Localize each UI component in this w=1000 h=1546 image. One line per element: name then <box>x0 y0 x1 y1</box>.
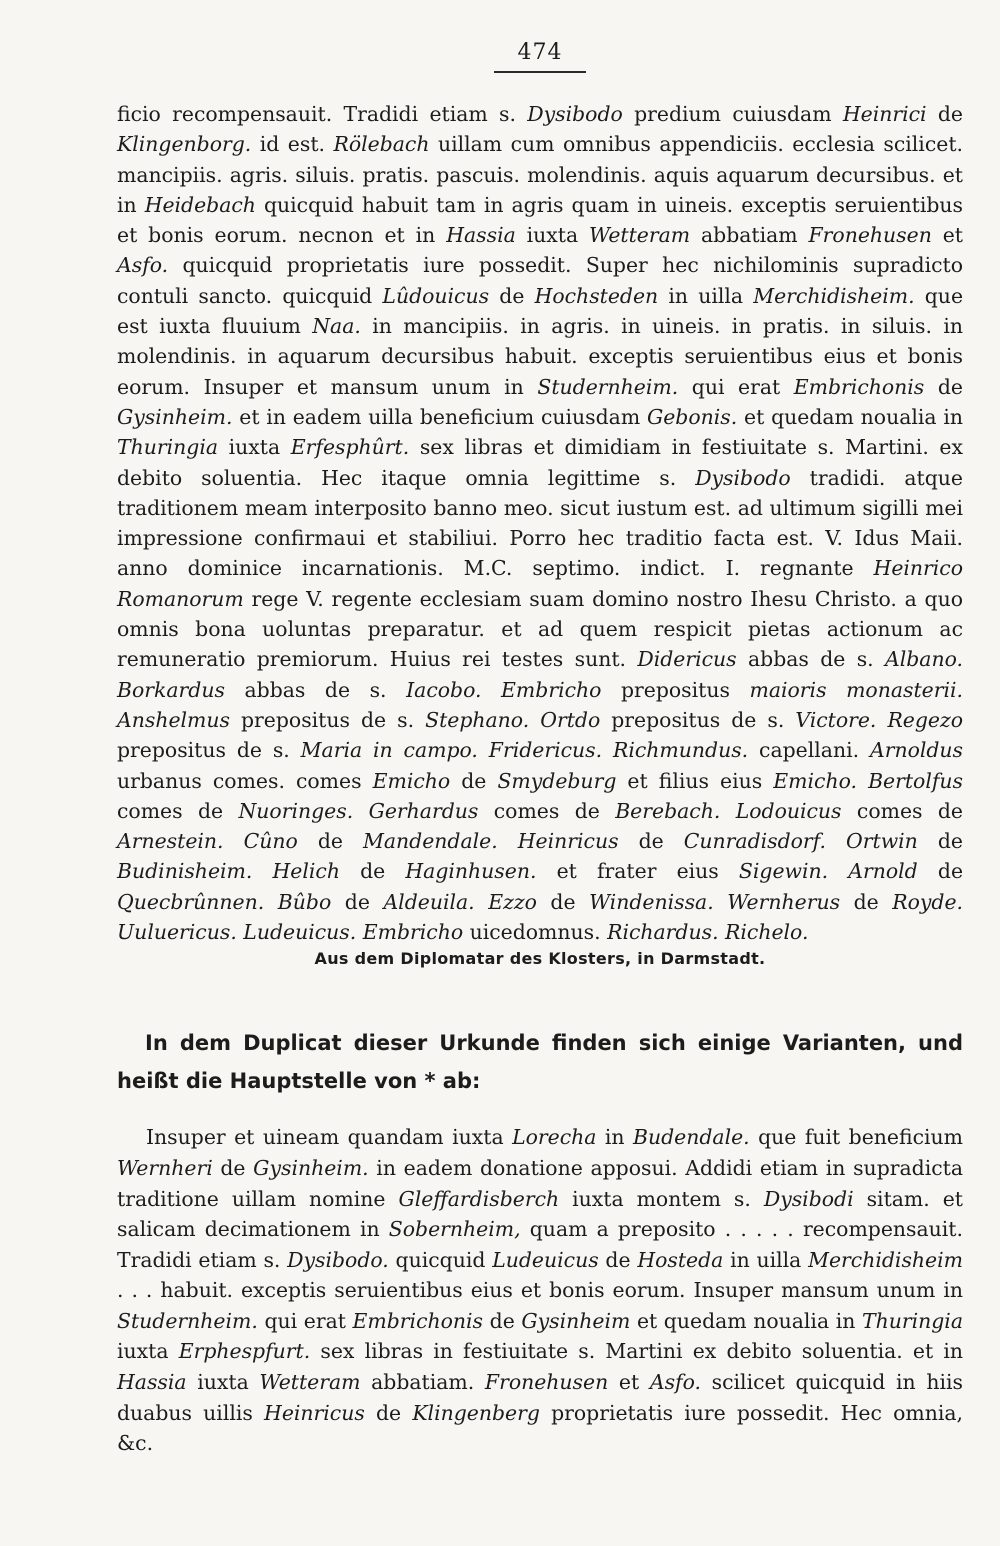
text-run: tradidi. atque traditionem meam interposito banno meo. sicut iustum est. ad ultimum sigilli mei impressione confirmaui et stabiliui. Porro hec traditio facta est. V. Idus Maii. anno dominice incarnationis. M.C. septimo. indict. I. regnante <box>117 465 963 581</box>
text-run: de <box>364 1400 413 1425</box>
text-run: qui erat <box>678 374 794 399</box>
text-run: de <box>483 1308 522 1333</box>
italic-name: Haginhusen. <box>405 859 537 884</box>
italic-name: Gebonis. <box>646 404 738 429</box>
text-run: et filius eius <box>616 768 774 793</box>
italic-name: maioris monasterii. <box>749 677 963 702</box>
text-run: iuxta <box>218 435 291 460</box>
text-run <box>481 678 501 702</box>
italic-name: Gysinheim. <box>253 1155 369 1180</box>
text-run: proprietatis iure possedit. Hec omnia, &c. <box>117 1400 963 1456</box>
italic-name: Richardus. <box>607 920 719 945</box>
italic-name: Cûno <box>243 829 298 854</box>
text-run: et in eadem uilla beneficium cuiusdam <box>232 404 647 429</box>
italic-name: Erfesphûrt. <box>290 435 410 460</box>
text-run: et frater eius <box>536 859 739 884</box>
text-run: de <box>924 374 963 399</box>
text-run <box>478 738 489 762</box>
italic-name: Wernheri <box>117 1155 213 1180</box>
italic-name: Gysinheim <box>521 1308 631 1333</box>
text-run: rege V. regente ecclesiam suam domino nostro Ihesu Christo. a quo omnis bona uoluntas preparatur. et ad quem respicit pietas actionum ac remuneratio premiorum. Huius rei testes sunt. <box>117 586 963 672</box>
text-run: comes de <box>841 798 963 823</box>
italic-name: Windenissa. <box>589 889 714 914</box>
italic-name: Studernheim. <box>117 1308 258 1333</box>
text-run <box>353 799 368 823</box>
text-run: sex libras et dimidiam in festiuitate s. Martini. ex debito soluentia. Hec itaque omnia legittime s. <box>117 435 963 490</box>
italic-name: Wernherus <box>727 889 841 914</box>
text-run: quam a preposito . . . . . recompensauit. Tradidi etiam s. <box>117 1217 963 1272</box>
source-note: Aus dem Diplomatar des Klosters, in Darmstadt. <box>314 949 766 969</box>
italic-name: Fridericus. <box>488 738 603 763</box>
text-run: de <box>489 283 535 308</box>
text-run: prepositus de s. <box>600 707 796 732</box>
italic-name: Iacobo. <box>406 677 482 702</box>
text-run: et <box>608 1370 650 1395</box>
italic-name: Embrichonis <box>793 374 925 399</box>
italic-name: Anshelmus <box>117 707 230 732</box>
text-run: de <box>917 829 963 854</box>
text-run: sex libras in festiuitate s. Martini ex debito soluentia. et in <box>310 1339 963 1364</box>
document-page <box>117 40 963 1459</box>
italic-name: Albano. <box>885 647 963 672</box>
italic-name: Dysibodo <box>695 465 791 490</box>
text-run: abbas de s. <box>736 647 885 672</box>
text-run: id est. <box>251 132 334 157</box>
text-run: sitam. et salicam decimationem in <box>117 1186 963 1242</box>
italic-name: Sigewin. <box>738 859 829 884</box>
page-number-rule <box>494 71 586 73</box>
text-run: que fuit beneficium <box>749 1125 964 1150</box>
italic-name: Hochsteden <box>534 283 659 308</box>
text-run: de <box>450 768 498 793</box>
italic-name: Dysibodo. <box>287 1247 389 1272</box>
text-run: de <box>598 1247 638 1272</box>
italic-name: Fronehusen <box>808 223 932 248</box>
text-run: comes de <box>478 798 616 823</box>
italic-name: Heinrico Romanorum <box>117 556 963 611</box>
text-run: in mancipiis. in agris. in uineis. in pratis. in siluis. in molendinis. in aquarum decursibus habuit. exceptis seruientibus eius et bonis eorum. Insuper et mansum unum in <box>117 314 963 399</box>
italic-name: Lodouicus <box>735 798 842 823</box>
italic-name: Borkardus <box>117 677 225 702</box>
italic-name: Asfo. <box>649 1370 701 1395</box>
text-run: prepositus <box>601 677 750 702</box>
text-run: uicedomnus. <box>463 920 608 945</box>
text-run: de <box>917 859 964 884</box>
text-run: urbanus comes. comes <box>117 768 373 793</box>
italic-name: Maria in campo. <box>300 738 478 763</box>
italic-name: Studernheim. <box>537 374 679 399</box>
italic-name: Smydeburg <box>497 768 617 793</box>
text-run: prepositus de s. <box>117 738 301 763</box>
italic-name: Heinricus <box>517 829 619 854</box>
italic-name: Gerhardus <box>368 798 479 823</box>
italic-name: Arnold <box>848 859 918 884</box>
italic-name: Klingenberg <box>412 1400 540 1425</box>
text-run: ficio recompensauit. Tradidi etiam s. <box>117 102 528 126</box>
italic-name: Heidebach <box>144 192 256 217</box>
italic-name: Naa. <box>312 314 361 339</box>
text-run <box>857 769 868 793</box>
italic-name: Didericus <box>637 647 737 672</box>
italic-name: Hassia <box>446 223 516 248</box>
italic-name: Richmundus. <box>613 738 749 763</box>
italic-name: Uuluericus. <box>117 920 237 945</box>
text-run: quicquid habuit tam in agris quam in uineis. exceptis seruientibus et bonis eorum. necnon et in <box>117 192 964 248</box>
text-run: et <box>931 223 963 248</box>
text-run: abbatiam <box>690 223 809 248</box>
text-run: in <box>596 1125 633 1150</box>
text-run: et quedam noualia in <box>737 404 963 429</box>
text-run <box>475 890 489 914</box>
text-run: scilicet quicquid in hiis duabus uillis <box>117 1370 963 1425</box>
italic-name: Lorecha <box>512 1125 597 1150</box>
italic-name: Quecbrûnnen. <box>117 889 265 914</box>
italic-name: Budendale. <box>633 1125 750 1150</box>
text-run: in uilla <box>723 1247 809 1272</box>
italic-name: Sobernheim, <box>388 1217 521 1242</box>
text-run: iuxta <box>515 223 590 248</box>
text-run: de <box>536 889 590 914</box>
text-run <box>714 890 728 914</box>
text-run: de <box>840 889 893 914</box>
italic-name: Royde. <box>892 889 964 914</box>
text-run <box>529 708 540 732</box>
italic-name: Asfo. <box>117 253 169 278</box>
italic-name: Arnestein. <box>117 829 224 854</box>
italic-name: Berebach. <box>615 798 721 823</box>
italic-name: Gysinheim. <box>117 404 233 429</box>
italic-name: Klingenborg. <box>117 132 252 157</box>
text-run: quicquid <box>388 1247 493 1272</box>
text-run <box>876 708 887 732</box>
variant-note: In dem Duplicat dieser Urkunde finden sich einige Varianten, und heißt die Hauptstelle von * ab: <box>117 1031 963 1094</box>
italic-name: Emicho. <box>773 768 857 793</box>
variant-text <box>117 1122 963 1459</box>
text-run: iuxta montem s. <box>559 1186 764 1211</box>
italic-name: Ortwin <box>846 829 918 854</box>
page-number: 474 <box>517 40 563 65</box>
italic-name: Heinricus <box>264 1400 365 1425</box>
text-run: prepositus de s. <box>229 707 426 732</box>
italic-name: Budinisheim. <box>117 859 253 884</box>
italic-name: Nuoringes. <box>238 798 354 823</box>
italic-name: Embricho <box>501 677 602 702</box>
italic-name: Merchidisheim <box>808 1247 963 1272</box>
italic-name: Ludeuicus <box>492 1247 599 1272</box>
italic-name: Helich <box>272 859 340 884</box>
text-run <box>826 829 846 853</box>
italic-name: Fronehusen <box>484 1370 609 1395</box>
text-run: capellani. <box>748 738 870 763</box>
italic-name: Heinrici <box>842 102 927 126</box>
italic-name: Cunradisdorf. <box>683 829 826 854</box>
italic-name: Wetteram <box>589 223 691 248</box>
text-run: quicquid proprietatis iure possedit. Super hec nichilominis supradicto contuli sancto. quicquid <box>117 253 963 308</box>
text-run <box>224 829 244 853</box>
italic-name: Victore. <box>795 707 877 732</box>
text-run: Insuper et uineam quandam iuxta <box>146 1125 513 1150</box>
italic-name: Dysibodo <box>527 102 623 126</box>
text-run: abbatiam. <box>360 1370 485 1395</box>
text-run <box>720 799 735 823</box>
text-run: comes de <box>117 798 239 823</box>
italic-name: Arnoldus <box>869 738 964 763</box>
italic-name: Dysibodi <box>763 1186 854 1211</box>
italic-name: Hassia <box>117 1370 187 1395</box>
italic-name: Hosteda <box>637 1247 724 1272</box>
italic-name: Ezzo <box>488 889 537 914</box>
text-run: . . . habuit. exceptis seruientibus eius et bonis eorum. Insuper mansum unum in <box>117 1278 963 1303</box>
italic-name: Wetteram <box>259 1370 361 1395</box>
text-run: de <box>331 889 384 914</box>
text-run: et quedam noualia in <box>630 1308 862 1333</box>
italic-name: Aldeuila. <box>383 889 475 914</box>
italic-name: Bertolfus <box>868 768 963 793</box>
text-run: de <box>297 829 363 854</box>
italic-name: Ludeuicus. <box>243 920 357 945</box>
text-run: que est iuxta fluuium <box>117 283 964 339</box>
italic-name: Ortdo <box>540 707 601 732</box>
text-run: de <box>618 829 684 854</box>
text-run: abbas de s. <box>224 677 407 702</box>
text-run: predium cuiusdam <box>622 102 843 126</box>
text-run: qui erat <box>257 1308 353 1333</box>
text-run <box>498 829 518 853</box>
charter-text <box>117 99 963 947</box>
italic-name: Merchidisheim. <box>753 283 915 308</box>
italic-name: Richelo. <box>725 920 809 945</box>
italic-name: Embrichonis <box>352 1308 484 1333</box>
italic-name: Thuringia <box>117 435 218 460</box>
text-run: in uilla <box>658 283 754 308</box>
text-run <box>264 890 278 914</box>
italic-name: Gleffardisberch <box>398 1186 560 1211</box>
italic-name: Mandendale. <box>363 829 498 854</box>
text-run: in eadem donatione apposui. Addidi etiam in supradicta traditione uillam nomine <box>117 1155 963 1211</box>
text-run <box>252 859 272 883</box>
text-run: de <box>339 859 406 884</box>
italic-name: Emicho <box>372 768 451 793</box>
italic-name: Rölebach <box>333 132 430 157</box>
text-run: iuxta <box>117 1339 179 1364</box>
text-run: de <box>212 1155 254 1180</box>
italic-name: Thuringia <box>861 1308 963 1333</box>
italic-name: Lûdouicus <box>382 283 490 308</box>
text-run: uillam cum omnibus appendiciis. ecclesia scilicet. mancipiis. agris. siluis. pratis. pascuis. molendinis. aquis aquarum decursibus. et in <box>117 132 963 217</box>
italic-name: Erphespfurt. <box>178 1339 311 1364</box>
italic-name: Embricho <box>362 920 464 945</box>
italic-name: Regezo <box>887 707 964 732</box>
text-run <box>602 738 613 762</box>
text-run <box>828 859 848 883</box>
text-run: iuxta <box>186 1370 260 1395</box>
italic-name: Bûbo <box>277 889 332 914</box>
text-run: de <box>926 102 963 126</box>
italic-name: Stephano. <box>425 707 530 732</box>
